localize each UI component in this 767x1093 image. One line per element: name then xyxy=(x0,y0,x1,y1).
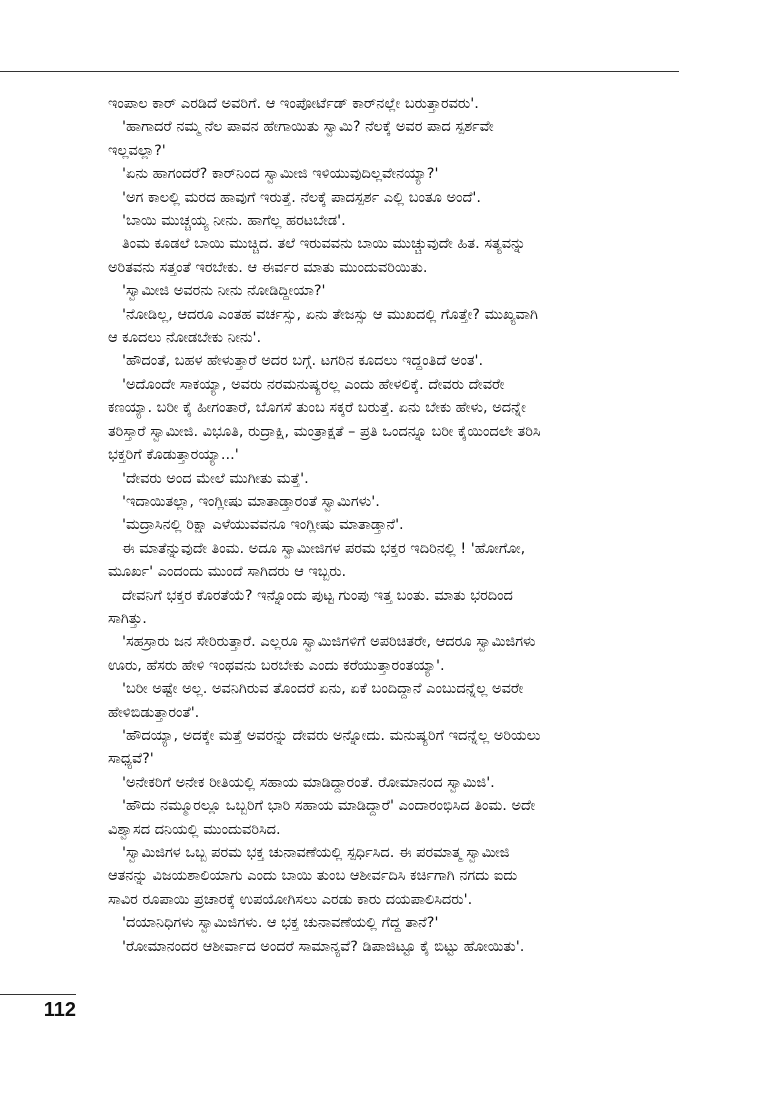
text-line: 'ದಯಾನಿಧಿಗಳು ಸ್ವಾಮಿಜಿಗಳು. ಆ ಭಕ್ತ ಚುನಾವಣೆಯಲ್ಲಿ ಗೆದ್ದ ತಾನೆ?' xyxy=(122,915,439,932)
text-line: 'ಏನು ಹಾಗಂದರೆ? ಕಾರ್‌ನಿಂದ ಸ್ವಾಮೀಜಿ ಇಳಿಯುವುದಿಲ್ಲವೇನಯ್ಯಾ?' xyxy=(122,166,439,183)
text-line: 'ಬರೀ ಅಷ್ಟೇ ಅಲ್ಲ. ಅವನಿಗಿರುವ ತೊಂದರೆ ಏನು, ಏಕೆ ಬಂದಿದ್ದಾನೆ ಎಂಬುದನ್ನೆಲ್ಲ ಅವರೇ xyxy=(122,681,524,698)
text-line: 'ಹೌದಯ್ಯಾ, ಅದಕ್ಕೇ ಮತ್ತೆ ಅವರನ್ನು ದೇವರು ಅನ್ನೋದು. ಮನುಷ್ಯರಿಗೆ ಇದನ್ನೆಲ್ಲ ಅರಿಯಲು xyxy=(122,727,541,744)
text-line: ತಿಂಮ ಕೂಡಲೆ ಬಾಯಿ ಮುಚ್ಚಿದ. ತಲೆ ಇರುವವನು ಬಾಯಿ ಮುಚ್ಚುವುದೇ ಹಿತ. ಸತ್ಯವನ್ನು xyxy=(122,236,526,253)
text-line: ಹೇಳಿಬಿಡುತ್ತಾರಂತೆ'. xyxy=(108,704,200,721)
text-line: 'ಮದ್ರಾಸಿನಲ್ಲಿ ರಿಕ್ಷಾ ಎಳೆಯುವವನೂ ಇಂಗ್ಲೀಷು ಮಾತಾಡ್ತಾನೆ'. xyxy=(122,517,404,534)
text-line: ಸಾಧ್ಯವೆ?' xyxy=(108,751,154,768)
text-line: ಅರಿತವನು ಸತ್ತಂತೆ ಇರಬೇಕು. ಆ ಈರ್ವರ ಮಾತು ಮುಂದುವರಿಯಿತು. xyxy=(108,259,428,276)
text-line: 'ಹೌದು ನಮ್ಮೂರಲ್ಲೂ ಒಬ್ಬರಿಗೆ ಭಾರಿ ಸಹಾಯ ಮಾಡಿದ್ದಾರೆ' ಎಂದಾರಂಭಿಸಿದ ತಿಂಮ. ಅದೇ xyxy=(122,798,536,815)
text-line: 'ಹಾಗಾದರೆ ನಮ್ಮ ನೆಲ ಪಾವನ ಹೇಗಾಯಿತು ಸ್ವಾಮಿ? ನೆಲಕ್ಕೆ ಅವರ ಪಾದ ಸ್ಪರ್ಶವೇ xyxy=(122,119,494,136)
text-line: 'ದೇವರು ಅಂದ ಮೇಲೆ ಮುಗೀತು ಮತ್ತೆ'. xyxy=(122,470,309,487)
text-line: 'ಸಹಸ್ರಾರು ಜನ ಸೇರಿರುತ್ತಾರೆ. ಎಲ್ಲರೂ ಸ್ವಾಮಿಜಿಗಳಿಗೆ ಅಪರಿಚಿತರೇ, ಆದರೂ ಸ್ವಾಮಿಜಿಗಳು xyxy=(122,634,536,651)
page-body-text xyxy=(108,93,676,959)
text-line: ದೇವನಿಗೆ ಭಕ್ತರ ಕೊರತೆಯೆ? ಇನ್ನೊಂದು ಪುಟ್ಟ ಗುಂಪು ಇತ್ತ ಬಂತು. ಮಾತು ಭರದಿಂದ xyxy=(122,587,513,604)
text-line: ಮೂರ್ಖ' ಎಂದಂದು ಮುಂದೆ ಸಾಗಿದರು ಆ ಇಬ್ಬರು. xyxy=(108,564,347,581)
text-line: ಇಂಪಾಲ ಕಾರ್ ಎರಡಿದೆ ಅವರಿಗೆ. ಆ ಇಂಪೋರ್ಟೆಡ್ ಕಾರ್‌ನಲ್ಲೇ ಬರುತ್ತಾರವರು'. xyxy=(108,96,479,112)
text-line: ಸಾಗಿತ್ತು. xyxy=(108,610,147,627)
text-line: 'ಇದಾಯಿತಲ್ಲಾ, ಇಂಗ್ಲೀಷು ಮಾತಾಡ್ತಾರಂತೆ ಸ್ವಾಮಿಗಳು'. xyxy=(122,493,380,510)
text-line: 'ಸ್ವಾಮೀಜಿ ಅವರನು ನೀನು ನೋಡಿದ್ದೀಯಾ?' xyxy=(122,283,326,300)
text-line: ಆತನನ್ನು ವಿಜಯಶಾಲಿಯಾಗು ಎಂದು ಬಾಯಿ ತುಂಬ ಆಶೀರ್ವದಿಸಿ ಕರ್ಚಿಗಾಗಿ ನಗದು ಐದು xyxy=(108,868,518,885)
text-line: ಭಕ್ತರಿಗೆ ಕೊಡುತ್ತಾರಯ್ಯಾ...' xyxy=(108,447,239,464)
text-line: ಸಾವಿರ ರೂಪಾಯಿ ಪ್ರಚಾರಕ್ಕೆ ಉಪಯೋಗಿಸಲು ಎರಡು ಕಾರು ದಯಪಾಲಿಸಿದರು'. xyxy=(108,891,473,908)
text-line: ಇಲ್ಲವಲ್ಲಾ?' xyxy=(108,142,166,159)
text-line: ಆ ಕೂದಲು ನೋಡಬೇಕು ನೀನು'. xyxy=(108,330,262,347)
text-line: 'ಅಗ ಕಾಲಲ್ಲಿ ಮರದ ಹಾವುಗೆ ಇರುತ್ತೆ. ನೆಲಕ್ಕೆ ಪಾದಸ್ಪರ್ಶ ಎಲ್ಲಿ ಬಂತೂ ಅಂದೆ'. xyxy=(122,189,481,206)
text-line: 'ಬಾಯಿ ಮುಚ್ಚಯ್ಯ ನೀನು. ಹಾಗೆಲ್ಲ ಹರಟಬೇಡ'. xyxy=(122,213,346,230)
folio-rule xyxy=(0,994,76,995)
text-line: 'ಹೌದಂತೆ, ಬಹಳ ಹೇಳುತ್ತಾರೆ ಅದರ ಬಗ್ಗೆ. ಟಗರಿನ ಕೂದಲು ಇದ್ದಂತಿದೆ ಅಂತ'. xyxy=(122,353,484,370)
text-line: 'ರೋಮಾನಂದರ ಆಶೀರ್ವಾದ ಅಂದರೆ ಸಾಮಾನ್ಯವೆ? ಡಿಪಾಜಿಟ್ಟೂ ಕೈ ಬಿಟ್ಟು ಹೋಯಿತು'. xyxy=(122,938,525,955)
header-rule xyxy=(0,71,679,72)
text-line: 'ಅನೇಕರಿಗೆ ಅನೇಕ ರೀತಿಯಲ್ಲಿ ಸಹಾಯ ಮಾಡಿದ್ದಾರಂತೆ. ರೋಮಾನಂದ ಸ್ವಾಮಿಜಿ'. xyxy=(122,774,495,791)
page-number: 112 xyxy=(43,999,76,1021)
text-line: ತರಿಸ್ತಾರೆ ಸ್ವಾಮೀಜಿ. ವಿಭೂತಿ, ರುದ್ರಾಕ್ಷಿ, ಮಂತ್ರಾಕ್ಷತೆ – ಪ್ರತಿ ಒಂದನ್ನೂ ಬರೀ ಕೈಯಿಂದಲೇ ತರಿಸಿ xyxy=(108,423,541,440)
text-line: ಈ ಮಾತೆನ್ನುವುದೇ ತಿಂಮ. ಅದೂ ಸ್ವಾಮೀಜಿಗಳ ಪರಮ ಭಕ್ತರ ಇದಿರಿನಲ್ಲಿ ! 'ಹೋಗೋ, xyxy=(122,540,526,557)
text-line: ಕಣಯ್ಯಾ. ಬರೀ ಕೈ ಹೀಗಂತಾರೆ, ಬೊಗಸೆ ತುಂಬ ಸಕ್ಕರೆ ಬರುತ್ತೆ. ಏನು ಬೇಕು ಹೇಳು, ಅದನ್ನೇ xyxy=(108,400,526,417)
text-line: 'ನೋಡಿಲ್ಲ, ಆದರೂ ಎಂತಹ ವರ್ಚಸ್ಸು, ಏನು ತೇಜಸ್ಸು ಆ ಮುಖದಲ್ಲಿ ಗೊತ್ತೇ? ಮುಖ್ಯವಾಗಿ xyxy=(122,306,538,323)
text-line: ಊರು, ಹೆಸರು ಹೇಳಿ ಇಂಥವನು ಬರಬೇಕು ಎಂದು ಕರೆಯುತ್ತಾರಂತಯ್ಯಾ'. xyxy=(108,657,445,674)
text-line: 'ಸ್ವಾಮಿಜಿಗಳ ಒಬ್ಬ ಪರಮ ಭಕ್ತ ಚುನಾವಣೆಯಲ್ಲಿ ಸ್ಪರ್ಧಿಸಿದ. ಈ ಪರಮಾತ್ಮ ಸ್ವಾಮೀಜಿ xyxy=(122,845,510,861)
text-line: ವಿಶ್ವಾಸದ ದನಿಯಲ್ಲಿ ಮುಂದುವರಿಸಿದ. xyxy=(108,821,281,838)
text-line: 'ಅದೊಂದೇ ಸಾಕಯ್ಯಾ, ಅವರು ನರಮನುಷ್ಯರಲ್ಲ ಎಂದು ಹೇಳಲಿಕ್ಕೆ. ದೇವರು ದೇವರೇ xyxy=(122,376,505,393)
